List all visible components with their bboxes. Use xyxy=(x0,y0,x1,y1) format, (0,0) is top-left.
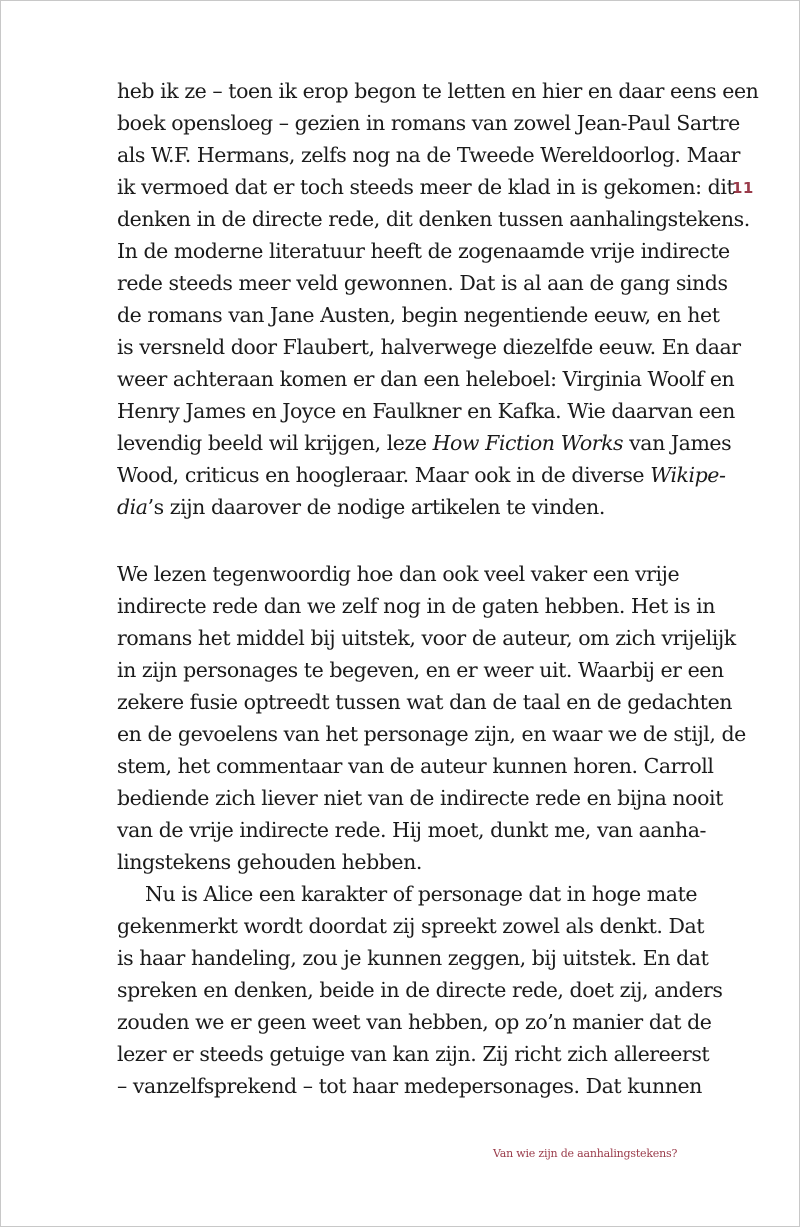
text-line: heb ik ze – toen ik erop begon te letten en hier en daar eens een xyxy=(117,79,759,103)
text-line: stem, het commentaar van de auteur kunnen horen. Carroll xyxy=(117,754,714,778)
text-line: denken in de directe rede, dit denken tussen aanhalingstekens. xyxy=(117,207,750,231)
text-line: lezer er steeds getuige van kan zijn. Zij richt zich allereerst xyxy=(117,1042,710,1066)
text-line: boek opensloeg – gezien in romans van zowel Jean-Paul Sartre xyxy=(117,111,740,135)
text-line: We lezen tegenwoordig hoe dan ook veel vaker een vrije xyxy=(117,562,680,586)
text-line: zouden we er geen weet van hebben, op zo’n manier dat de xyxy=(117,1010,712,1034)
text-line: als W.F. Hermans, zelfs nog na de Tweede Wereldoorlog. Maar xyxy=(117,143,741,167)
text-line: Nu is Alice een karakter of personage dat in hoge mate xyxy=(145,882,698,906)
text-line: van de vrije indirecte rede. Hij moet, dunkt me, van aanha- xyxy=(117,818,706,842)
text-line: ik vermoed dat er toch steeds meer de klad in is gekomen: dit xyxy=(117,175,735,199)
text-line xyxy=(117,491,687,523)
text-line: in zijn personages te begeven, en er weer uit. Waarbij er een xyxy=(117,658,724,682)
text-run: Wood, criticus en hoogleraar. Maar ook in de diverse xyxy=(117,463,651,487)
text-line: indirecte rede dan we zelf nog in de gaten hebben. Het is in xyxy=(117,594,716,618)
wikipedia-italic: dia xyxy=(117,495,148,519)
text-line: bediende zich liever niet van de indirecte rede en bijna nooit xyxy=(117,786,723,810)
text-line: gekenmerkt wordt doordat zij spreekt zowel als denkt. Dat xyxy=(117,914,705,938)
text-line: spreken en denken, beide in de directe rede, doet zij, anders xyxy=(117,978,723,1002)
text-line: weer achteraan komen er dan een heleboel: Virginia Woolf en xyxy=(117,367,735,391)
text-run: levendig beeld wil krijgen, leze xyxy=(117,431,433,455)
page-number: 11 xyxy=(732,179,754,197)
text-line: – vanzelfsprekend – tot haar medepersonages. Dat kunnen xyxy=(117,1074,702,1098)
text-line: zekere fusie optreedt tussen wat dan de taal en de gedachten xyxy=(117,690,733,714)
text-line: is versneld door Flaubert, halverwege diezelfde eeuw. En daar xyxy=(117,335,741,359)
text-line: en de gevoelens van het personage zijn, en waar we de stijl, de xyxy=(117,722,746,746)
paragraph-block xyxy=(117,558,746,1102)
wikipedia-italic: Wikipe- xyxy=(650,463,726,487)
book-title-italic: How Fiction Works xyxy=(432,431,624,455)
text-line: Henry James en Joyce en Faulkner en Kafka. Wie daarvan een xyxy=(117,399,735,423)
text-line: lingstekens gehouden hebben. xyxy=(117,850,422,874)
text-line xyxy=(117,459,726,491)
text-line: In de moderne literatuur heeft de zogenaamde vrije indirecte xyxy=(117,239,730,263)
text-line: is haar handeling, zou je kunnen zeggen, bij uitstek. En dat xyxy=(117,946,709,970)
text-run: van James xyxy=(623,431,732,455)
text-line: romans het middel bij uitstek, voor de auteur, om zich vrijelijk xyxy=(117,626,736,650)
text-line xyxy=(117,427,732,459)
text-line: rede steeds meer veld gewonnen. Dat is al aan de gang sinds xyxy=(117,271,728,295)
running-footer: Van wie zijn de aanhalingstekens? xyxy=(493,1147,678,1160)
text-line: de romans van Jane Austen, begin negentiende eeuw, en het xyxy=(117,303,720,327)
text-run: ’s zijn daarover de nodige artikelen te vinden. xyxy=(147,495,605,519)
